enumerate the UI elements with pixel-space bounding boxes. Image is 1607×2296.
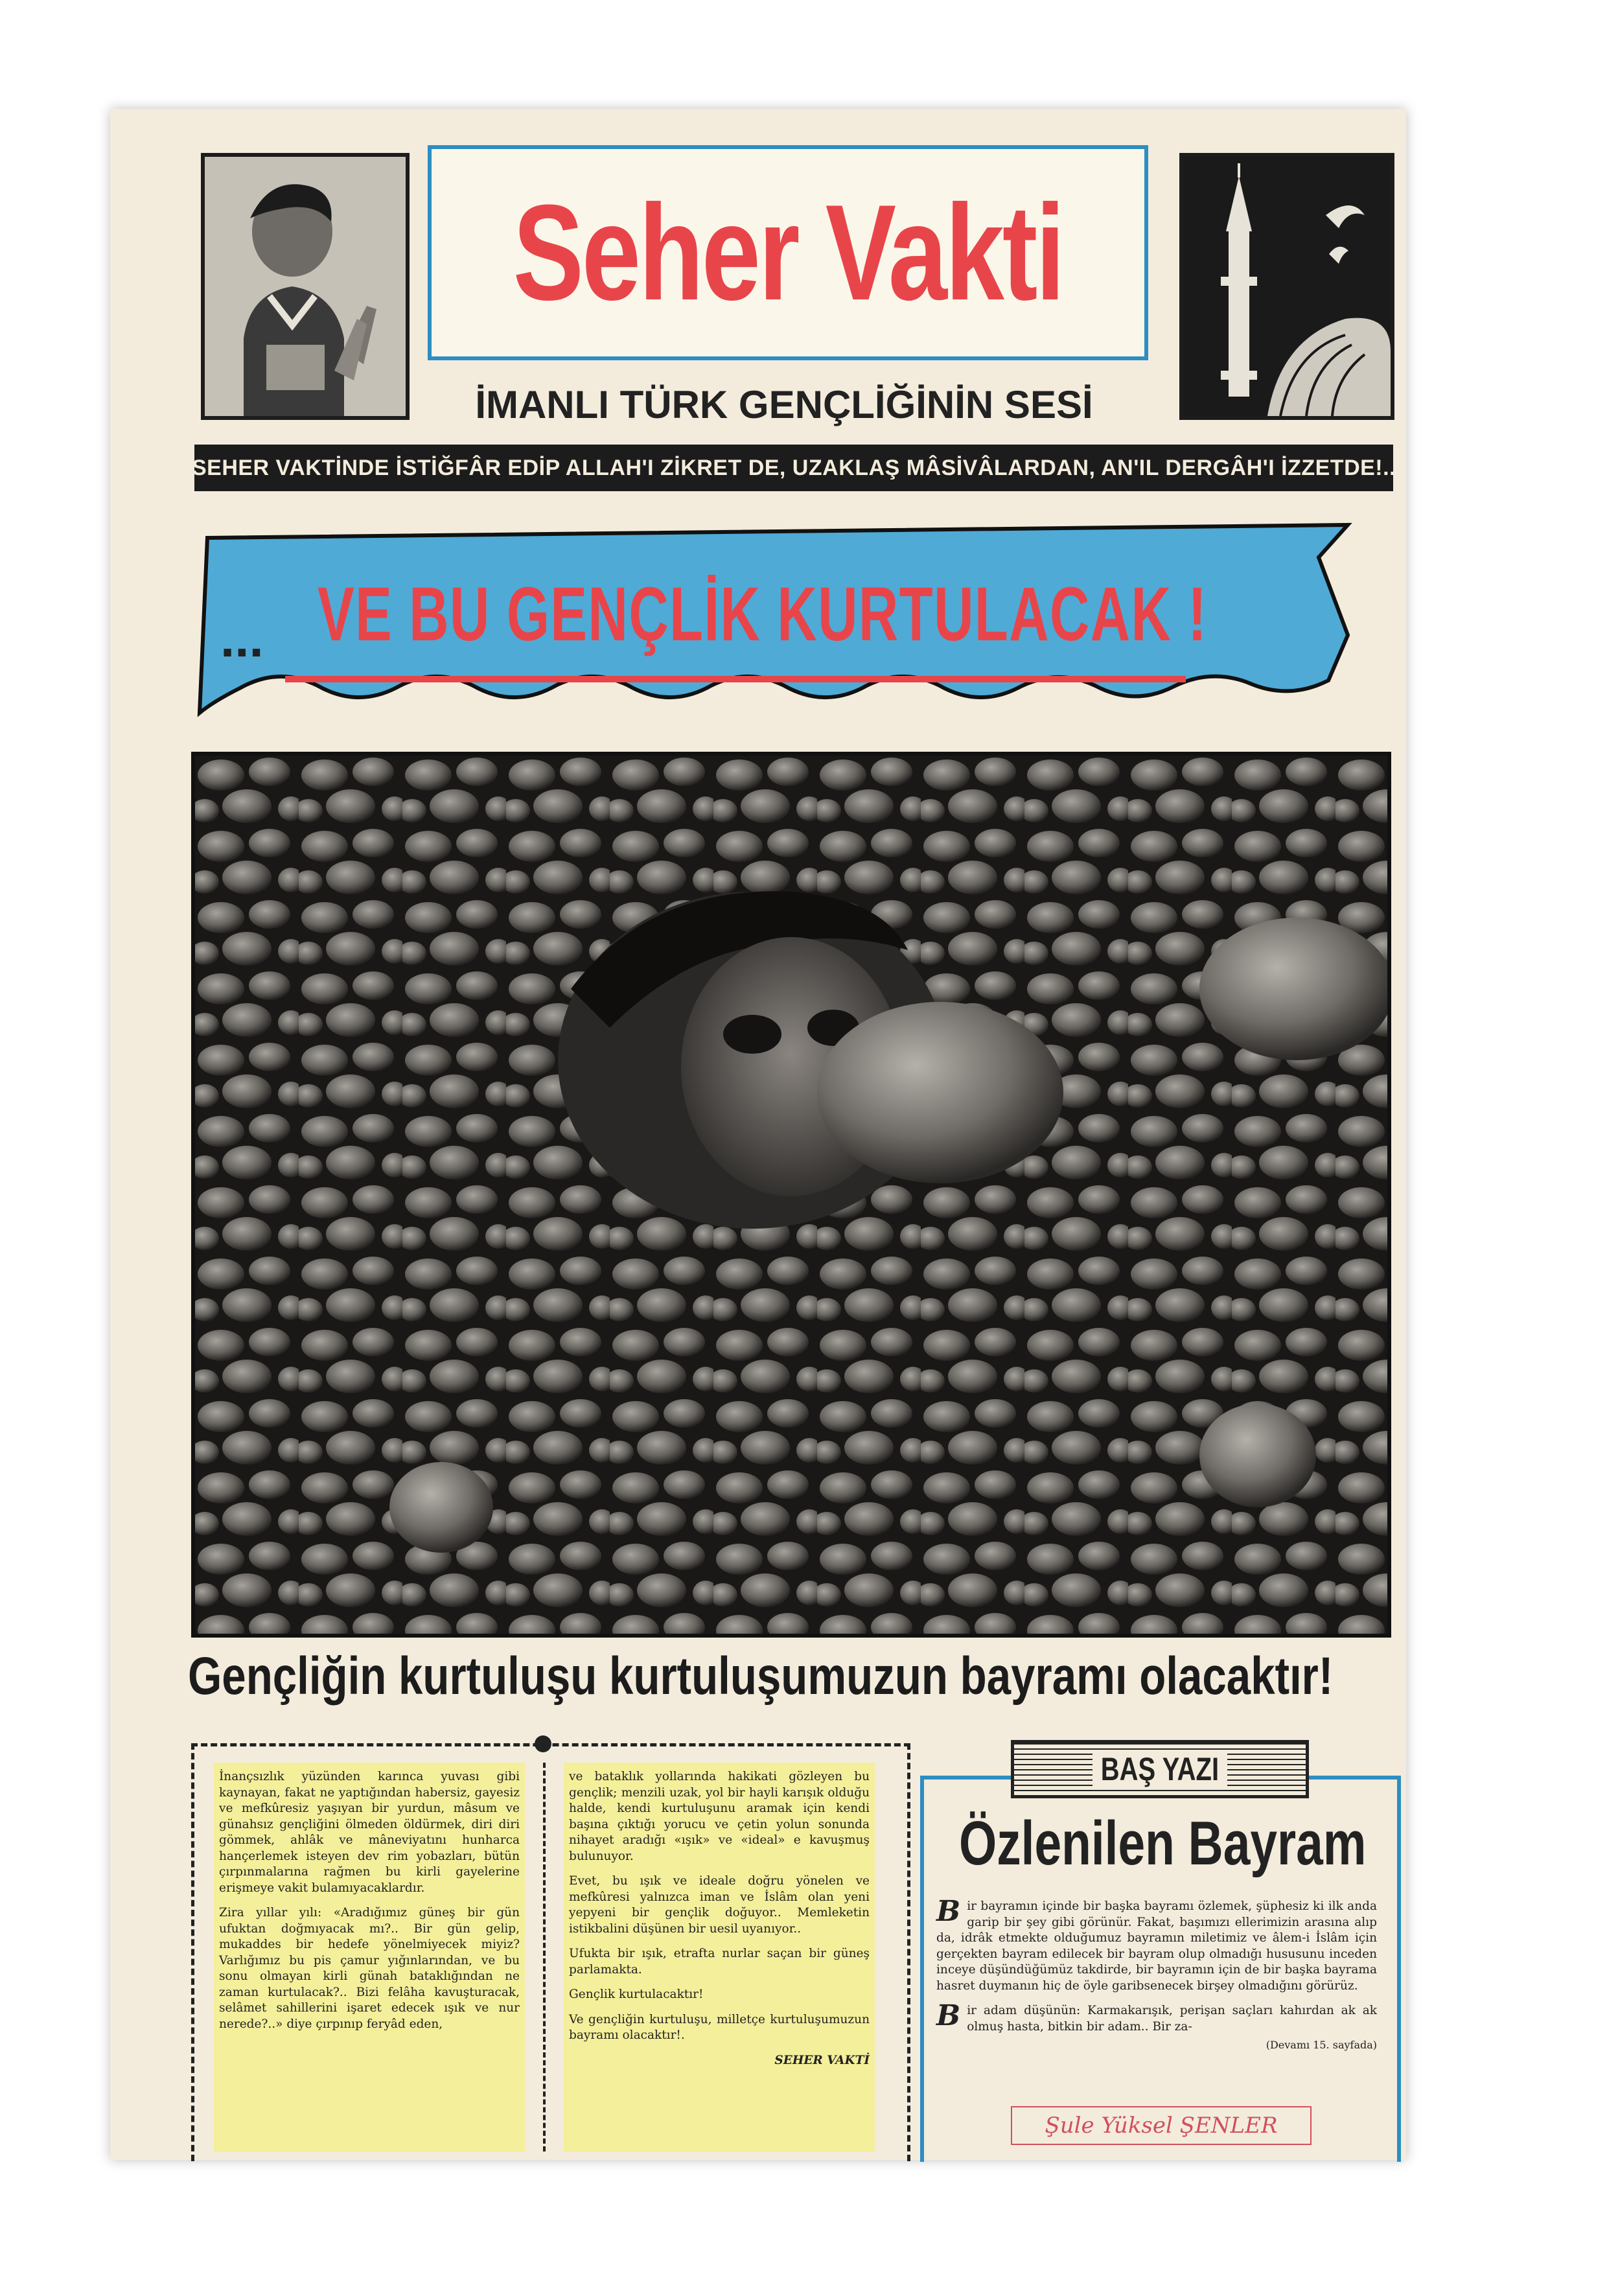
lead-article-col2	[564, 1763, 875, 2151]
mosque-minaret-illustration	[1183, 157, 1391, 416]
editorial-body	[936, 1895, 1377, 2054]
masthead-subtitle: İMANLI TÜRK GENÇLİĞİNİN SESİ	[475, 383, 1093, 426]
banner-dots: ...	[220, 610, 264, 667]
boy-praying-photo	[201, 153, 410, 420]
banner-headline: VE BU GENÇLİK KURTULACAK !	[318, 572, 1208, 657]
lead-col1-paragraph: Zira yıllar yılı: «Aradığımız güneş bir gün ufuktan doğmıyacak mı?.. Bir gün gelip, mukaddes bir hedefe yönelmiyecek miyiz? Varlığımız bu pis çamur yığınlarından, ve bu sonu olmayan kirli günah bataklığından ne zaman kurtulacak?.. Bizi felâha kavuşturacak, selâmet sahillerini işaret edecek ışık ve nur nerede?..» diye çırpınıp feryâd eden,	[219, 1906, 520, 2031]
photo-caption: Gençliğin kurtuluşu kurtuluşumuzun bayramı olacaktır!	[188, 1647, 1334, 1706]
lead-col2-paragraph: ve bataklık yollarında hakikati gözleyen bu gençlik; menzili uzak, yol bir hayli karışık olduğu halde, kendi kurtuluşunu aramak için kendi başına çıktığı yorucu ve çetin yolun sonunda nihayet aradığı «ışık» ve «ideal» e kavuşmuş bulunuyor.	[569, 1770, 870, 1863]
editorial-paragraph	[936, 1895, 1377, 1994]
lead-article-signature: SEHER VAKTİ	[774, 2053, 870, 2067]
editorial-author: Şule Yüksel ŞENLER	[1045, 2113, 1278, 2139]
stones-photo-illustration	[195, 756, 1387, 1634]
headline-banner	[188, 518, 1361, 732]
editorial-label	[1011, 1740, 1309, 1798]
lead-column-divider	[543, 1763, 546, 2151]
editorial-title: Özlenilen Bayram	[959, 1809, 1367, 1878]
lead-col2-paragraph: Gençlik kurtulacaktır!	[569, 1988, 704, 2001]
editorial-paragraph	[936, 1999, 1377, 2035]
lead-col2-paragraph: Evet, bu ışık ve ideale doğru yönelen ve mefkûresi yalnızca iman ve İslâm olan yeni yepyeni bir gençlik doğuyor.. Memleketin istikbalini düşünen bir uesil uyanıyor..	[569, 1874, 870, 1936]
minaret-photo	[1179, 153, 1394, 420]
editorial-dropcap: B	[936, 1999, 961, 2032]
boy-praying-illustration	[205, 157, 406, 416]
lead-col2-paragraph: Ve gençliğin kurtuluşu, milletçe kurtuluşumuzun bayramı olacaktır!.	[569, 2012, 870, 2042]
editorial-paragraph-text: ir adam düşünün: Karmakarışık, perişan saçları kahırdan ak ak olmuş hasta, bitkin bir adam.. Bir za-	[967, 2004, 1377, 2034]
lead-col2-paragraph: Ufukta bir ışık, etrafta nurlar saçan bir güneş parlamakta.	[569, 1947, 870, 1977]
motto-bar: SEHER VAKTİNDE İSTİĞFÂR EDİP ALLAH'I ZİKRET DE, UZAKLAŞ MÂSİVÂLARDAN, AN'IL DERGÂH'I İZZETDE!..	[194, 445, 1393, 491]
editorial-label-text: BAŞ YAZI	[1093, 1750, 1227, 1788]
editorial-continued: (Devamı 15. sayfada)	[1266, 2039, 1377, 2051]
masthead-box	[428, 145, 1148, 360]
editorial-paragraph-text: ir bayramın içinde bir başka bayramı özlemek, şüphesiz ki ilk anda garip bir şey gibi görünür. Fakat, başımızı ellerimizin arasına alıp da, idrâk etmekte olduğumuz bayramın miletimiz ve âlem-i İslâm için gerçekten bayram edilecek bir bayram olup olmadığı hususunu inceden inceye düşündüğümüz takdirde, bir bayramın için de bir başka bayrama hasret duymanın hiç de öyle garibsenecek birşey olmadığını görürüz.	[936, 1899, 1377, 1993]
lead-article-col1	[214, 1763, 525, 2151]
lead-col1-paragraph: İnançsızlık yüzünden karınca yuvası gibi kaynayan, fakat ne yaptığından habersiz, gayesiz ve mefkûresiz yaşıyan bir yurdun, mâsum ve günahsız gençliğini ölmeden öldürmek, diri diri gömmek, ahlâk ve mâneviyatını hunharca hançerlemek isteyen dev rim yobazları, bütün çırpınmalarına rağmen bu kirli gayelerine erişmeye vakit bulamıyacaklardır.	[219, 1770, 520, 1895]
lead-article-ornament	[535, 1735, 551, 1752]
editorial-author-box	[1011, 2106, 1312, 2145]
masthead-title: Seher Vakti	[513, 176, 1063, 329]
editorial-dropcap: B	[936, 1895, 961, 1928]
main-photo-boy-in-stones	[191, 752, 1391, 1638]
